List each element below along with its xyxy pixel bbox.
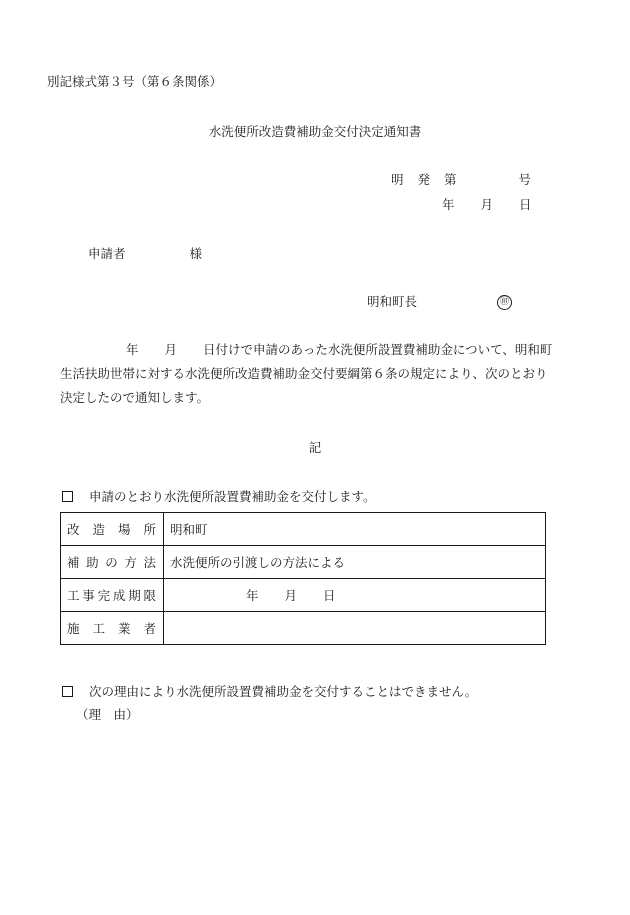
date-year: 年 xyxy=(442,197,455,212)
row-label-method: 補助の方法 xyxy=(61,546,164,579)
option-deny xyxy=(62,682,477,700)
row-value-location: 明和町 xyxy=(164,513,546,546)
seal-mark: ㊞ xyxy=(497,295,512,310)
table-row xyxy=(61,579,546,612)
body-year: 年 xyxy=(126,342,139,357)
applicant-line xyxy=(88,244,202,262)
form-number: 別記様式第３号（第６条関係） xyxy=(47,74,223,89)
body-line3: 決定したので通知します。 xyxy=(60,390,210,405)
row-label-location: 改造場所 xyxy=(61,513,164,546)
table-row xyxy=(61,612,546,645)
row-value-contractor xyxy=(164,612,546,645)
option-grant-text: 申請のとおり水洗便所設置費補助金を交付します。 xyxy=(89,489,376,504)
record-heading: 記 xyxy=(308,440,322,455)
row-value-deadline xyxy=(164,579,546,612)
row-label-deadline: 工事完成期限 xyxy=(61,579,164,612)
row-label-contractor: 施工業者 xyxy=(61,612,164,645)
applicant-label: 申請者 xyxy=(88,246,126,261)
reason-label: （理 由） xyxy=(76,707,139,722)
issue-date xyxy=(442,195,532,213)
table-row xyxy=(61,546,546,579)
deadline-day: 日 xyxy=(323,588,336,603)
issuer-label: 明和町長 xyxy=(367,294,418,309)
issuer-line xyxy=(367,292,512,310)
doc-number-prefix-2: 発 xyxy=(417,172,431,187)
details-table xyxy=(60,512,546,645)
date-day: 日 xyxy=(519,197,532,212)
document-number xyxy=(391,170,531,188)
option-deny-text: 次の理由により水洗便所設置費補助金を交付することはできません。 xyxy=(89,684,478,699)
doc-number-prefix-3: 第 xyxy=(444,172,457,187)
deadline-year: 年 xyxy=(246,588,259,603)
doc-number-suffix: 号 xyxy=(518,172,532,187)
deadline-month: 月 xyxy=(284,588,298,603)
table-row xyxy=(61,513,546,546)
doc-number-prefix-1: 明 xyxy=(391,172,404,187)
notice-body xyxy=(60,338,560,410)
deny-checkbox[interactable] xyxy=(62,686,73,697)
document-title: 水洗便所改造費補助金交付決定通知書 xyxy=(208,124,422,139)
applicant-honorific: 様 xyxy=(189,246,203,261)
option-grant xyxy=(62,487,376,505)
grant-checkbox[interactable] xyxy=(62,491,73,502)
body-line2: 生活扶助世帯に対する水洗便所改造費補助金交付要綱第６条の規定により、次のとおり xyxy=(60,366,548,381)
body-month: 月 xyxy=(164,342,178,357)
body-line1: 日付けで申請のあった水洗便所設置費補助金について、明和町 xyxy=(203,342,553,357)
date-month: 月 xyxy=(480,197,494,212)
row-value-method: 水洗便所の引渡しの方法による xyxy=(164,546,546,579)
